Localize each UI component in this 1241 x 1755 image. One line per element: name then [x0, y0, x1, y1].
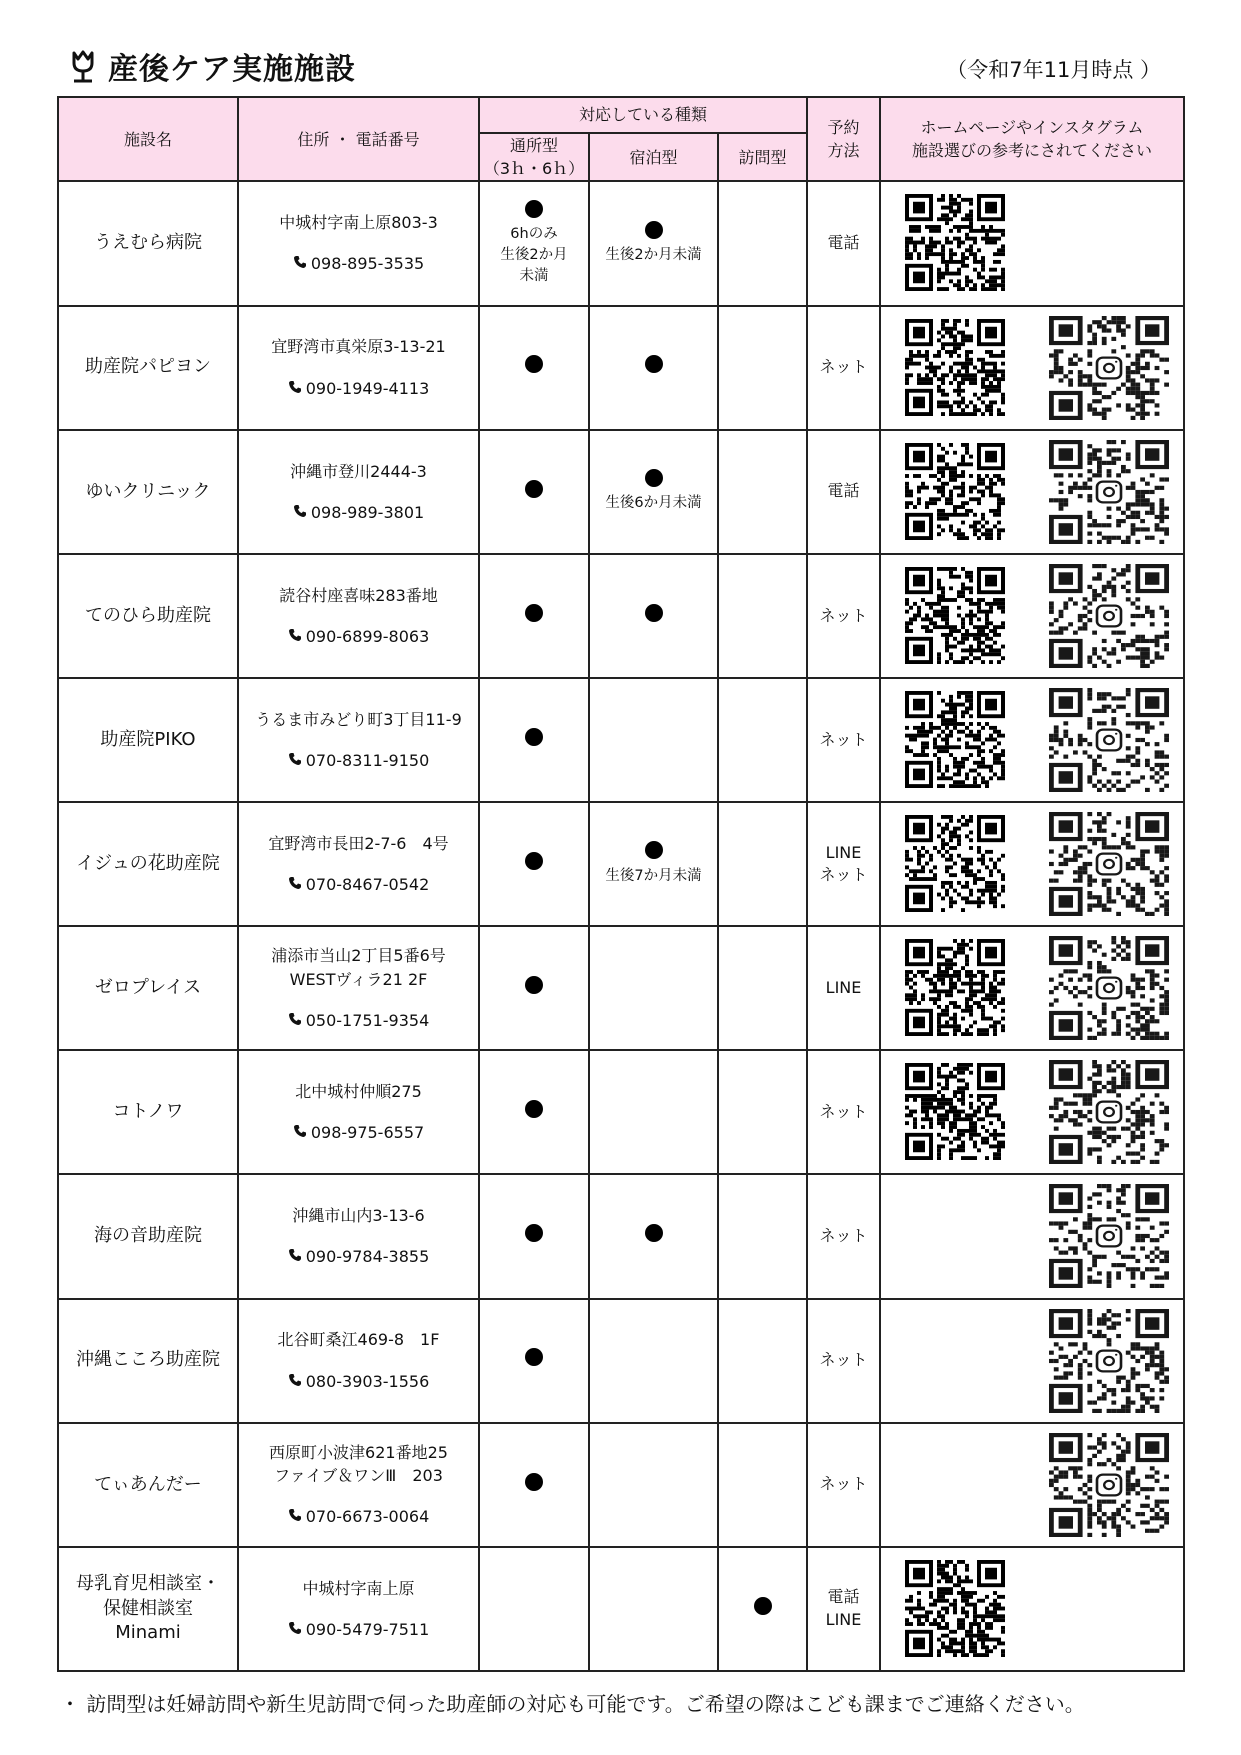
tulip-icon: [68, 49, 98, 83]
reserve-method-cell: [807, 1547, 880, 1671]
facility-name: コトノワ: [112, 1101, 184, 1123]
web-qr-cell: [880, 926, 1184, 1050]
available-dot-icon: [525, 604, 543, 622]
facility-name-cell: [58, 306, 238, 430]
reserve-method: ネット: [819, 1226, 868, 1246]
facility-name-cell: [58, 1547, 238, 1671]
homepage-qr-code[interactable]: [905, 194, 1005, 291]
stay-note: 生後7か月未満: [605, 867, 702, 884]
visit-type-cell: [718, 926, 807, 1050]
homepage-qr-code[interactable]: [905, 443, 1005, 540]
phone[interactable]: [239, 1370, 478, 1393]
stay-type-cell: [589, 1423, 718, 1547]
col-header-day: 通所型 （3ｈ・6ｈ）: [479, 133, 589, 181]
address-cell: [238, 1174, 479, 1298]
visit-type-cell: [718, 1299, 807, 1423]
phone-number: 090-6899-8063: [305, 626, 430, 646]
available-dot-icon: [754, 1597, 772, 1615]
facility-name: 助産院パピヨン: [85, 356, 211, 378]
visit-type-cell: [718, 181, 807, 305]
phone-number: 090-9784-3855: [305, 1247, 430, 1267]
reserve-method-cell: [807, 1423, 880, 1547]
day-type-cell: [479, 1050, 589, 1174]
reserve-method: LINE ネット: [819, 842, 868, 885]
homepage-qr-code[interactable]: [905, 691, 1005, 788]
phone-icon: [293, 501, 307, 524]
phone[interactable]: [239, 501, 478, 524]
web-qr-cell: [880, 430, 1184, 554]
facility-name: 母乳育児相談室・ 保健相談室 Minami: [76, 1573, 220, 1644]
facility-name: うえむら病院: [94, 232, 202, 254]
address-cell: [238, 430, 479, 554]
visit-type-cell: [718, 802, 807, 926]
stay-note: 生後2か月未満: [605, 247, 702, 264]
reserve-method-cell: [807, 554, 880, 678]
facility-name-cell: [58, 1423, 238, 1547]
phone-icon: [288, 625, 302, 648]
phone-icon: [288, 1009, 302, 1032]
page-header: [68, 44, 356, 88]
phone-number: 098-975-6557: [310, 1123, 425, 1143]
phone-icon: [288, 1618, 302, 1641]
day-type-cell: [479, 802, 589, 926]
table-row: [58, 181, 1184, 305]
reserve-method: 電話 LINE: [825, 1587, 862, 1629]
phone-icon: [288, 873, 302, 896]
facility-address: 読谷村座喜味283番地: [279, 585, 438, 605]
phone-icon: [288, 1245, 302, 1268]
phone[interactable]: [239, 1121, 478, 1144]
table-row: [58, 1174, 1184, 1298]
table-row: [58, 678, 1184, 802]
as-of-date: （令和7年11月時点 ）: [946, 58, 1161, 82]
address-cell: [238, 802, 479, 926]
phone-number: 070-8311-9150: [305, 750, 430, 770]
visit-type-cell: [718, 1050, 807, 1174]
stay-note: 生後6か月未満: [605, 495, 702, 512]
facility-name-cell: [58, 1299, 238, 1423]
available-dot-icon: [525, 1100, 543, 1118]
web-qr-cell: [880, 802, 1184, 926]
reserve-method-cell: [807, 1299, 880, 1423]
facility-address: 北谷町桑江469-8 1F: [277, 1330, 440, 1350]
phone-number: 080-3903-1556: [305, 1371, 430, 1391]
table-row: [58, 554, 1184, 678]
stay-type-cell: [589, 678, 718, 802]
available-dot-icon: [645, 355, 663, 373]
stay-type-cell: [589, 1050, 718, 1174]
stay-type-cell: [589, 926, 718, 1050]
stay-type-cell: [589, 430, 718, 554]
stay-type-cell: [589, 306, 718, 430]
address-cell: [238, 678, 479, 802]
facility-name: 助産院PIKO: [100, 728, 196, 750]
facility-address: 中城村字南上原803-3: [279, 213, 438, 233]
phone-icon: [288, 377, 302, 400]
available-dot-icon: [645, 469, 663, 487]
facility-name: 海の音助産院: [94, 1225, 202, 1247]
visit-type-cell: [718, 554, 807, 678]
stay-type-cell: [589, 1547, 718, 1671]
reserve-method-cell: [807, 802, 880, 926]
reserve-method-cell: [807, 1050, 880, 1174]
phone[interactable]: [239, 749, 478, 772]
web-qr-cell: [880, 678, 1184, 802]
web-qr-cell: [880, 1174, 1184, 1298]
facility-table: [57, 96, 1185, 1672]
available-dot-icon: [525, 1224, 543, 1242]
available-dot-icon: [645, 841, 663, 859]
day-type-cell: [479, 1423, 589, 1547]
phone[interactable]: [239, 1245, 478, 1268]
available-dot-icon: [525, 728, 543, 746]
facility-address: 浦添市当山2丁目5番6号 WESTヴィラ21 2F: [271, 946, 446, 989]
instagram-qr-code[interactable]: [1049, 1433, 1169, 1537]
web-qr-cell: [880, 1050, 1184, 1174]
reserve-method-cell: [807, 306, 880, 430]
facility-name-cell: [58, 802, 238, 926]
day-type-cell: [479, 926, 589, 1050]
visit-type-cell: [718, 430, 807, 554]
available-dot-icon: [525, 480, 543, 498]
available-dot-icon: [645, 221, 663, 239]
phone-number: 070-8467-0542: [305, 875, 430, 895]
day-type-cell: [479, 678, 589, 802]
reserve-method-cell: [807, 926, 880, 1050]
facility-name: ゼロプレイス: [94, 977, 202, 999]
phone[interactable]: [239, 252, 478, 275]
reserve-method: ネット: [819, 605, 868, 625]
reserve-method: ネット: [819, 1350, 868, 1370]
instagram-qr-code[interactable]: [1049, 1060, 1169, 1164]
facility-name-cell: [58, 430, 238, 554]
reserve-method-cell: [807, 430, 880, 554]
visit-type-cell: [718, 1174, 807, 1298]
reserve-method: ネット: [819, 357, 868, 377]
day-type-cell: [479, 1174, 589, 1298]
facility-address: 沖縄市山内3-13-6: [292, 1206, 425, 1226]
web-qr-cell: [880, 1423, 1184, 1547]
instagram-qr-code[interactable]: [1049, 316, 1169, 420]
col-header-name: 施設名: [58, 97, 238, 181]
phone-number: 098-989-3801: [310, 502, 425, 522]
facility-address: 宜野湾市長田2-7-6 4号: [268, 833, 449, 853]
reserve-method: 電話: [827, 233, 860, 253]
web-qr-cell: [880, 1299, 1184, 1423]
phone-number: 090-1949-4113: [305, 378, 430, 398]
address-cell: [238, 1423, 479, 1547]
facility-name-cell: [58, 1174, 238, 1298]
instagram-qr-code[interactable]: [1049, 688, 1169, 792]
facility-name-cell: [58, 554, 238, 678]
phone-icon: [288, 1505, 302, 1528]
homepage-qr-code[interactable]: [905, 319, 1005, 416]
facility-name: てのひら助産院: [85, 604, 211, 626]
facility-address: 沖縄市登川2444-3: [290, 461, 427, 481]
address-cell: [238, 1547, 479, 1671]
available-dot-icon: [525, 852, 543, 870]
web-qr-cell: [880, 306, 1184, 430]
phone-number: 070-6673-0064: [305, 1507, 430, 1527]
table-row: [58, 1299, 1184, 1423]
facility-address: 宜野湾市真栄原3-13-21: [271, 337, 446, 357]
col-header-address: 住所 ・ 電話番号: [238, 97, 479, 181]
facility-name-cell: [58, 181, 238, 305]
day-type-cell: [479, 1299, 589, 1423]
phone[interactable]: [239, 1505, 478, 1528]
address-cell: [238, 1299, 479, 1423]
address-cell: [238, 554, 479, 678]
instagram-qr-code[interactable]: [1049, 564, 1169, 668]
phone-icon: [288, 1370, 302, 1393]
instagram-qr-code[interactable]: [1049, 1184, 1169, 1288]
table-row: [58, 1547, 1184, 1671]
visit-type-cell: [718, 306, 807, 430]
visit-type-cell: [718, 1423, 807, 1547]
phone-number: 098-895-3535: [310, 254, 425, 274]
phone[interactable]: [239, 873, 478, 896]
col-header-visit: 訪問型: [718, 133, 807, 181]
address-cell: [238, 181, 479, 305]
address-cell: [238, 1050, 479, 1174]
instagram-qr-code[interactable]: [1049, 936, 1169, 1040]
reserve-method: ネット: [819, 1102, 868, 1122]
day-type-cell: [479, 554, 589, 678]
col-header-reserve: 予約 方法: [807, 97, 880, 181]
day-type-cell: [479, 181, 589, 305]
table-row: [58, 1423, 1184, 1547]
facility-name: ゆいクリニック: [85, 480, 211, 502]
table-row: [58, 1050, 1184, 1174]
reserve-method: 電話: [827, 481, 860, 501]
phone-number: 090-5479-7511: [305, 1619, 430, 1639]
stay-type-cell: [589, 1174, 718, 1298]
available-dot-icon: [525, 1473, 543, 1491]
web-qr-cell: [880, 181, 1184, 305]
available-dot-icon: [525, 355, 543, 373]
visit-type-cell: [718, 1547, 807, 1671]
phone-icon: [288, 749, 302, 772]
reserve-method: ネット: [819, 729, 868, 749]
day-note: 6hのみ 生後2か月 未満: [500, 226, 568, 285]
phone[interactable]: [239, 625, 478, 648]
phone[interactable]: [239, 1009, 478, 1032]
reserve-method: LINE: [825, 977, 862, 997]
col-header-stay: 宿泊型: [589, 133, 718, 181]
web-qr-cell: [880, 554, 1184, 678]
address-cell: [238, 926, 479, 1050]
table-row: [58, 430, 1184, 554]
col-header-types: 対応している種類: [479, 97, 807, 133]
facility-rows: [58, 181, 1184, 1671]
instagram-qr-code[interactable]: [1049, 440, 1169, 544]
available-dot-icon: [645, 1224, 663, 1242]
page-title: 産後ケア実施施設: [108, 52, 356, 87]
facility-address: うるま市みどり町3丁目11-9: [255, 709, 462, 729]
homepage-qr-code[interactable]: [905, 939, 1005, 1036]
facility-address: 西原町小波津621番地25 ファイブ＆ワンⅢ 203: [269, 1442, 448, 1486]
instagram-qr-code[interactable]: [1049, 1309, 1169, 1413]
homepage-qr-code[interactable]: [905, 1063, 1005, 1160]
phone-number: 050-1751-9354: [305, 1010, 430, 1030]
facility-name: てぃあんだー: [94, 1473, 202, 1495]
stay-type-cell: [589, 554, 718, 678]
phone[interactable]: [239, 377, 478, 400]
stay-type-cell: [589, 802, 718, 926]
visit-type-cell: [718, 678, 807, 802]
facility-address: 北中城村仲順275: [295, 1082, 422, 1102]
instagram-qr-code[interactable]: [1049, 812, 1169, 916]
phone[interactable]: [239, 1618, 478, 1641]
facility-name: 沖縄こころ助産院: [76, 1349, 220, 1371]
address-cell: [238, 306, 479, 430]
facility-name: イジュの花助産院: [76, 852, 220, 874]
stay-type-cell: [589, 1299, 718, 1423]
reserve-method-cell: [807, 678, 880, 802]
homepage-qr-code[interactable]: [905, 567, 1005, 664]
reserve-method-cell: [807, 181, 880, 305]
col-header-web: ホームページやインスタグラム 施設選びの参考にされてください: [880, 97, 1184, 181]
available-dot-icon: [645, 604, 663, 622]
homepage-qr-code[interactable]: [905, 1560, 1005, 1657]
reserve-method-cell: [807, 1174, 880, 1298]
table-row: [58, 802, 1184, 926]
table-row: [58, 306, 1184, 430]
web-qr-cell: [880, 1547, 1184, 1671]
available-dot-icon: [525, 200, 543, 218]
facility-name-cell: [58, 926, 238, 1050]
available-dot-icon: [525, 1348, 543, 1366]
table-row: [58, 926, 1184, 1050]
stay-type-cell: [589, 181, 718, 305]
facility-name-cell: [58, 1050, 238, 1174]
reserve-method: ネット: [819, 1474, 868, 1494]
phone-icon: [293, 1121, 307, 1144]
day-type-cell: [479, 430, 589, 554]
footer-note: ・ 訪問型は妊婦訪問や新生児訪問で伺った助産師の対応も可能です。ご希望の際はこども課までご連絡ください。: [60, 1692, 1085, 1716]
day-type-cell: [479, 1547, 589, 1671]
available-dot-icon: [525, 976, 543, 994]
facility-address: 中城村字南上原: [302, 1578, 415, 1598]
day-type-cell: [479, 306, 589, 430]
homepage-qr-code[interactable]: [905, 815, 1005, 912]
facility-name-cell: [58, 678, 238, 802]
phone-icon: [293, 252, 307, 275]
